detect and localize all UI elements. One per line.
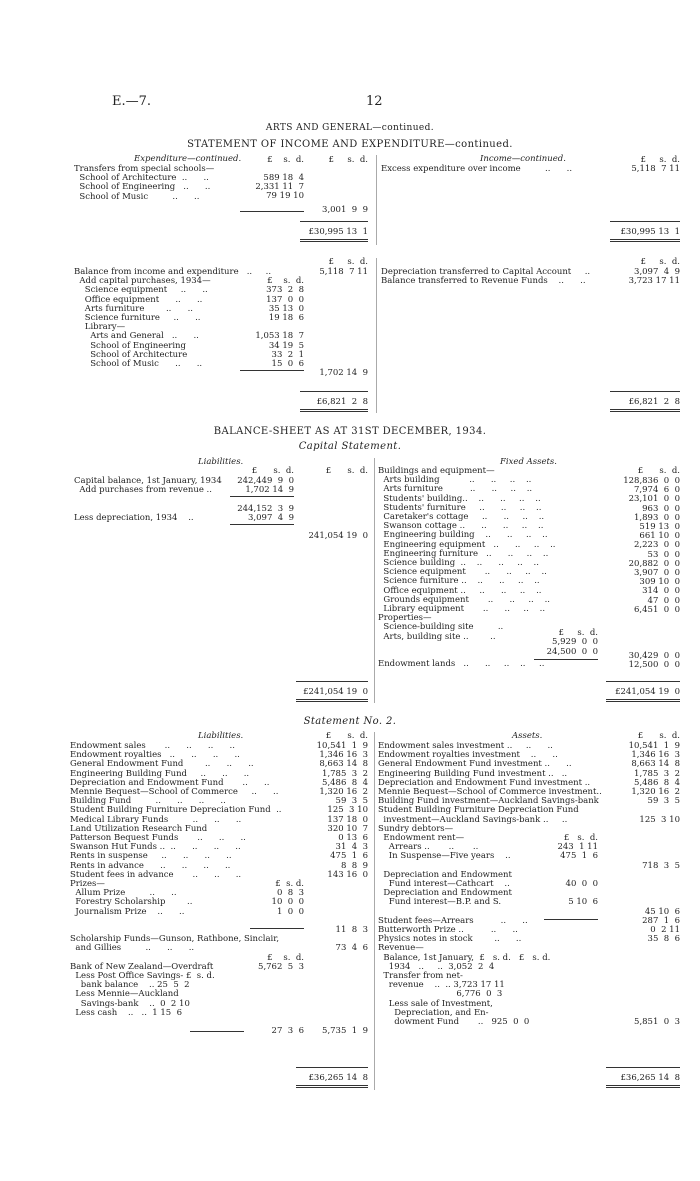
rule: [300, 391, 368, 392]
rule: [190, 1031, 244, 1032]
capital-statement-title: Capital Statement.: [298, 441, 402, 452]
capital-liabilities-money-head: £ s. d.: [325, 466, 368, 476]
st2-assets-money-values: 10,541 1 9 1,346 16 3 8,663 14 8 1,785 3 2 5,486 8 4 1,320 16 2 59 3 5 125 3 10 718 3 5 45 10 6 287 1 6 0 2 11 35 8 6 5,851 0 3: [628, 741, 680, 1028]
rule: [606, 1067, 680, 1068]
rule: [240, 370, 304, 371]
income-statement-title: STATEMENT OF INCOME AND EXPENDITURE—continued.: [187, 139, 513, 150]
rule: [534, 659, 598, 660]
st2-assets-money-head: £ s. d.: [637, 731, 680, 741]
income-lines: Excess expenditure over income .. ..: [381, 164, 573, 174]
rule: [610, 221, 680, 222]
divider: [376, 258, 377, 413]
fixed-assets-total: £241,054 19 0: [615, 687, 680, 697]
rule: [230, 524, 294, 525]
expenditure-lines: Transfers from special schools— School of Architecture .. .. School of Engineering .. .. School of Music .. ..: [74, 164, 215, 202]
statement2-title: Statement No. 2.: [303, 716, 397, 727]
rule: [610, 391, 680, 392]
rule: [544, 919, 598, 920]
income-total: £30,995 13 1: [620, 227, 680, 237]
balance-sheet-title: BALANCE-SHEET AS AT 31ST DECEMBER, 1934.: [213, 426, 487, 437]
transfer-lines: Depreciation transferred to Capital Account .. Balance transferred to Revenue Funds .. ..: [381, 267, 591, 287]
capital-liabilities-lines: Capital balance, 1st January, 1934 Add purchases from revenue .. Less depreciation, 1934 ..: [74, 476, 222, 523]
st2-liabilities-total: £36,265 14 8: [308, 1073, 368, 1083]
balance-sub-values: 373 2 8 137 0 0 35 13 0 19 18 6 1,053 18 7 34 19 5 33 2 1 15 0 6: [255, 285, 304, 370]
rule: [240, 211, 304, 212]
double-rule: [300, 239, 368, 242]
double-rule: [610, 239, 680, 242]
expenditure-total: £30,995 13 1: [308, 227, 368, 237]
double-rule: [296, 699, 368, 702]
transfer-money-head: £ s. d.: [640, 257, 680, 267]
balance-money-head: £ s. d.: [328, 257, 368, 267]
st2-liabilities-lines: Endowment sales .. .. .. .. Endowment royalties .. .. .. .. General Endowment Fund .. .. .. Engineering Building Fund .. .. .. Depreciation and Endowment Fund .. .. Mennie Bequest—School of Commerce .. .. Building Fund .. .. .. .. Student Building Furniture Depreciation Fund .. Medical Library Funds .. .. .. Land Utilization Research Fund Patterson Bequest Funds .. .. .. Swanson Hut Funds .. .. .. .. .. Rents in suspense .. .. .. .. Rents in advance .. .. .. .. Student fees in advance .. .. .. Prizes— Allum Prize .. .. Forestry Scholarship .. Journalism Prize .. .. Scholarship Funds—Gunson, Rathbone, Sinclair, and Gillies .. .. .. Bank of New Zealand—Overdraft Less Post Office Savings- £ s. d. bank balance .. 25 5 2 Less Mennie—Auckland Savings-bank .. 0 2 10 Less cash .. .. 1 15 6: [70, 741, 282, 1018]
st2-liabilities-money-values: 10,541 1 9 1,346 16 3 8,663 14 8 1,785 3 2 5,486 8 4 1,320 16 2 59 3 5 125 3 10 137 18 0 320 10 7 0 13 6 31 4 3 475 1 6 8 8 9 143 16 0 11 8 3 73 4 6 5,735 1 9: [316, 741, 368, 1037]
double-rule: [606, 1085, 680, 1088]
rule: [296, 681, 368, 682]
page-number: 12: [366, 94, 383, 109]
fixed-assets-money-values: 128,836 0 0 7,974 6 0 23,101 0 0 963 0 0 1,893 0 0 519 13 0 661 10 0 2,223 0 0 53 0 0 20,882 0 0 3,907 0 0 309 10 0 314 0 0 47 0 0 6,451 0 0 30,429 0 0 12,500 0 0: [623, 476, 680, 671]
expenditure-sub-head: £ s. d.: [267, 155, 304, 165]
st2-liabilities-money-head: £ s. d.: [325, 731, 368, 741]
income-heading: Income—continued.: [480, 154, 566, 164]
expenditure-money-head: £ s. d.: [328, 155, 368, 165]
rule: [230, 496, 294, 497]
capital-liabilities-total: £241,054 19 0: [303, 687, 368, 697]
rule: [296, 1067, 368, 1068]
capital-liabilities-heading: Liabilities.: [198, 457, 244, 467]
capital-liabilities-sub-head: £ s. d.: [251, 466, 294, 476]
fixed-assets-money-head: £ s. d.: [637, 466, 680, 476]
st2-assets-sub-values: £ s. d. 243 1 11 475 1 6 40 0 0 5 10 6: [557, 833, 598, 908]
double-rule: [610, 409, 680, 412]
transfer-money-values: 3,097 4 9 3,723 17 11: [628, 267, 680, 287]
double-rule: [606, 699, 680, 702]
balance-total: £6,821 2 8: [316, 397, 368, 407]
st2-assets-total: £36,265 14 8: [620, 1073, 680, 1083]
balance-money-values: 5,118 7 11 1,702 14 9: [319, 267, 368, 379]
st2-assets-heading: Assets.: [512, 731, 543, 741]
divider: [376, 155, 377, 245]
balance-sub-head: £ s. d.: [267, 276, 304, 286]
income-money-values: 5,118 7 11: [631, 164, 680, 174]
st2-liabilities-sub-values: £ s. d. 0 8 3 10 0 0 1 0 0 £ s. d. 5,762 5 3 27 3 6: [258, 879, 304, 1037]
double-rule: [296, 1085, 368, 1088]
double-rule: [300, 409, 368, 412]
st2-liabilities-heading: Liabilities.: [198, 731, 244, 741]
capital-liabilities-sub-values: 242,449 9 0 1,702 14 9 244,152 3 9 3,097 4 9: [237, 476, 294, 523]
st2-assets-lines: Endowment sales investment .. .. .. Endowment royalties investment .. .. General Endowment Fund investment .. .. Engineering Building Fund investment .. .. Depreciation and Endowment Fund investment .. Mennie Bequest—School of Commerce investment.. Building Fund investment—Auckland Savings-bank Student Building Furniture Depreciation Fund investment—Auckland Savings-bank .. .. Sundry debtors— Endowment rent— Arrears .. .. .. In Suspense—Five years .. Depreciation and Endowment Fund interest—Cathcart .. Depreciation and Endowment Fund interest—B.P. and S. Student fees—Arrears .. .. Butterworth Prize .. .. .. Physics notes in stock .. .. Revenue— Balance, 1st January, £ s. d. £ s. d. 1934 .. .. 3,052 2 4 Transfer from net- revenue .. .. 3,723 17 11 6,776 0 3 Less sale of Investment, Depreciation, and En- dowment Fund .. 925 0 0: [378, 741, 602, 1028]
rule: [300, 221, 368, 222]
divider: [374, 458, 375, 703]
section-title: ARTS AND GENERAL—continued.: [265, 123, 435, 133]
capital-liabilities-money-values: 241,054 19 0: [308, 531, 368, 542]
fixed-assets-heading: Fixed Assets.: [500, 457, 557, 467]
page-ref: E.—7.: [112, 94, 152, 109]
fixed-assets-sub-values: 5,929 0 0 24,500 0 0: [546, 637, 598, 657]
transfer-total: £6,821 2 8: [628, 397, 680, 407]
divider: [374, 732, 375, 1090]
balance-lines: Balance from income and expenditure .. .. Add capital purchases, 1934— Science equipment .. .. Office equipment .. .. Arts furniture .. .. Science furniture .. .. Library— Arts and General .. .. School of Engineering School of Architecture School of Music .. ..: [74, 267, 272, 370]
expenditure-heading: Expenditure—continued.: [134, 154, 242, 164]
income-money-head: £ s. d.: [640, 155, 680, 165]
expenditure-money-values: 3,001 9 9: [322, 205, 368, 215]
fixed-assets-sub-head: £ s. d.: [558, 628, 598, 638]
fixed-assets-lines: Buildings and equipment— Arts building .. .. .. .. Arts furniture .. .. .. .. Students' building.. .. .. .. .. Students' furniture .. .. .. .. Caretaker's cottage .. .. .. .. Swanson cottage .. .. .. .. .. Engineering building .. .. .. .. Engineering equipment .. .. .. .. Engineering furniture .. .. .. .. Science building .. .. .. .. .. Science equipment .. .. .. .. Science furniture .. .. .. .. .. Office equipment .. .. .. .. .. Grounds equipment .. .. .. .. Library equipment .. .. .. .. Properties— Science-building site .. Arts, building site .. .. Endowment lands .. .. .. .. ..: [378, 466, 556, 670]
expenditure-sub-values: 589 18 4 2,331 11 7 79 19 10: [255, 173, 304, 202]
rule: [606, 681, 680, 682]
